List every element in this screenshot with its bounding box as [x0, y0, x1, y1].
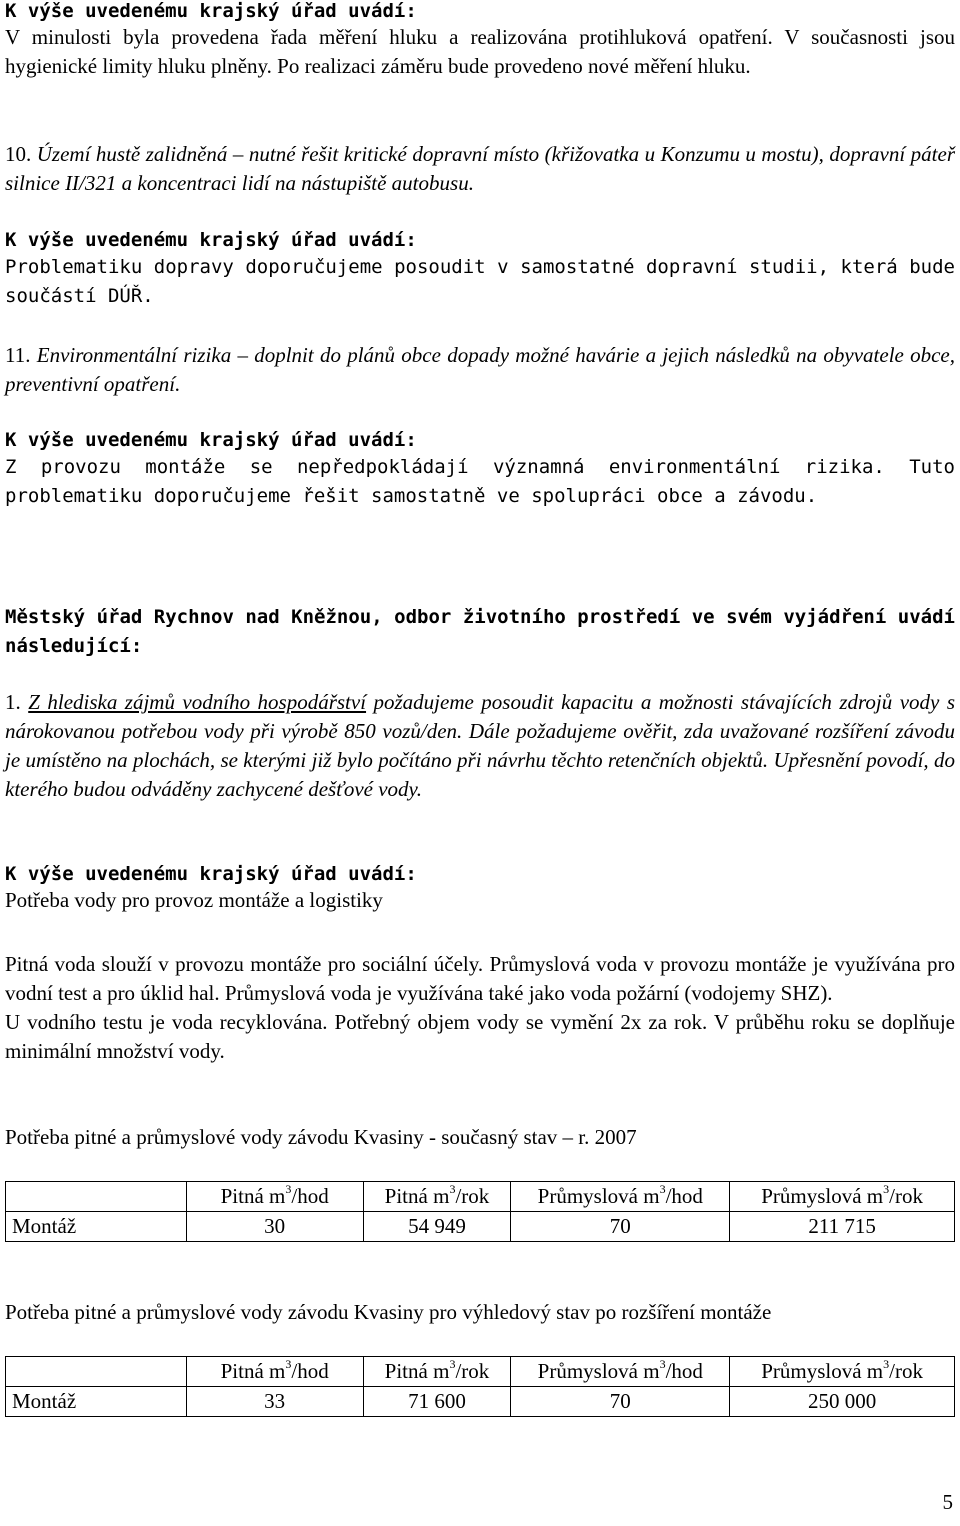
table-cell: 70: [511, 1212, 730, 1242]
table-cell: 70: [511, 1387, 730, 1417]
response-block-1: [5, 0, 955, 81]
item-number: 10.: [5, 142, 32, 166]
table-1: [5, 1181, 955, 1242]
item-text: požadujeme posoudit kapacitu a možnosti stávajících zdrojů vody s nárokovanou potřebou vody při výrobě 850 vozů/den. Dále požadujeme ověřit, zda uvažované rozšíření závodu je umístěno na plochách, se kterými již bylo počítáno při návrhu těchto retenčních objektů. Upřesnění povodí, do kterého budou odváděny zachycené dešťové vody.: [5, 690, 955, 801]
response-header: K výše uvedenému krajský úřad uvádí:: [5, 429, 417, 451]
table-2-caption: [5, 1298, 955, 1327]
section-heading-text: Městský úřad Rychnov nad Kněžnou, odbor životního prostředí ve svém vyjádření uvádí následující:: [5, 606, 955, 657]
table-caption: Potřeba pitné a průmyslové vody závodu Kvasiny pro výhledový stav po rozšíření montáže: [5, 1300, 772, 1324]
response-block-11: [5, 429, 955, 511]
table-header-cell: Průmyslová $m^3$/rok: [730, 1357, 955, 1387]
table-row: [6, 1212, 955, 1242]
table-row-label: Montáž: [6, 1387, 187, 1417]
table-corner-cell: [6, 1357, 187, 1387]
item-number: 11.: [5, 343, 31, 367]
table-header-row: [6, 1357, 955, 1387]
table-caption: Potřeba pitné a průmyslové vody závodu Kvasiny - současný stav – r. 2007: [5, 1125, 637, 1149]
water-demand-table-future: [5, 1356, 955, 1417]
table-header-cell: Pitná $m^3$/hod: [186, 1182, 363, 1212]
table-cell: 30: [186, 1212, 363, 1242]
item-1: [5, 688, 955, 804]
table-header-cell: Pitná $m^3$/rok: [363, 1357, 511, 1387]
response-block-10: [5, 229, 955, 311]
section-heading: [5, 603, 955, 661]
response-subtitle: Potřeba vody pro provoz montáže a logistiky: [5, 888, 383, 912]
item-11: [5, 341, 955, 399]
response-paragraphs: [5, 950, 955, 1066]
response-text: Z provozu montáže se nepředpokládají významná environmentální rizika. Tuto problematiku doporučujeme řešit samostatně ve spolupráci obce a závodu.: [5, 456, 955, 507]
item-10: [5, 140, 955, 198]
table-2: [5, 1356, 955, 1417]
response-header: K výše uvedenému krajský úřad uvádí:: [5, 863, 417, 885]
table-header-cell: Pitná $m^3$/hod: [186, 1357, 363, 1387]
table-corner-cell: [6, 1182, 187, 1212]
item-number: 1.: [5, 690, 21, 714]
table-header-cell: Průmyslová $m^3$/hod: [511, 1182, 730, 1212]
response-block-1-water: [5, 863, 955, 915]
table-cell: 250 000: [730, 1387, 955, 1417]
table-header-row: [6, 1182, 955, 1212]
table-row-label: Montáž: [6, 1212, 187, 1242]
response-header: K výše uvedenému krajský úřad uvádí:: [5, 229, 417, 251]
response-paragraph-1: Pitná voda slouží v provozu montáže pro sociální účely. Průmyslová voda v provozu montáže je využívána pro vodní test a pro úklid hal. Průmyslová voda je využívána také jako voda požární (vodojemy SHZ).: [5, 952, 955, 1005]
table-header-cell: Pitná $m^3$/rok: [363, 1182, 511, 1212]
item-underlined-text: Z hlediska zájmů vodního hospodářství: [28, 690, 367, 714]
response-paragraph-2: U vodního testu je voda recyklována. Potřebný objem vody se vymění 2x za rok. V průběhu roku se doplňuje minimální množství vody.: [5, 1010, 955, 1063]
table-cell: 211 715: [730, 1212, 955, 1242]
table-cell: 71 600: [363, 1387, 511, 1417]
response-header: K výše uvedenému krajský úřad uvádí:: [5, 0, 417, 22]
item-text: Environmentální rizika – doplnit do plánů obce dopady možné havárie a jejich následků na obyvatele obce, preventivní opatření.: [5, 343, 956, 396]
table-row: [6, 1387, 955, 1417]
item-text: Území hustě zalidněná – nutné řešit kritické dopravní místo (křižovatka u Konzumu u mostu), dopravní páteř silnice II/321 a koncentraci lidí na nástupiště autobusu.: [5, 142, 955, 195]
table-1-caption: [5, 1123, 955, 1152]
table-header-cell: Průmyslová $m^3$/hod: [511, 1357, 730, 1387]
table-cell: 54 949: [363, 1212, 511, 1242]
page-number: 5: [942, 1490, 953, 1514]
response-text: Problematiku dopravy doporučujeme posoudit v samostatné dopravní studii, která bude součástí DÚŘ.: [5, 256, 955, 307]
table-header-cell: Průmyslová $m^3$/rok: [730, 1182, 955, 1212]
table-cell: 33: [186, 1387, 363, 1417]
water-demand-table-current: [5, 1181, 955, 1242]
response-text: V minulosti byla provedena řada měření hluku a realizována protihluková opatření. V současnosti jsou hygienické limity hluku plněny. Po realizaci záměru bude provedeno nové měření hluku.: [5, 25, 955, 78]
